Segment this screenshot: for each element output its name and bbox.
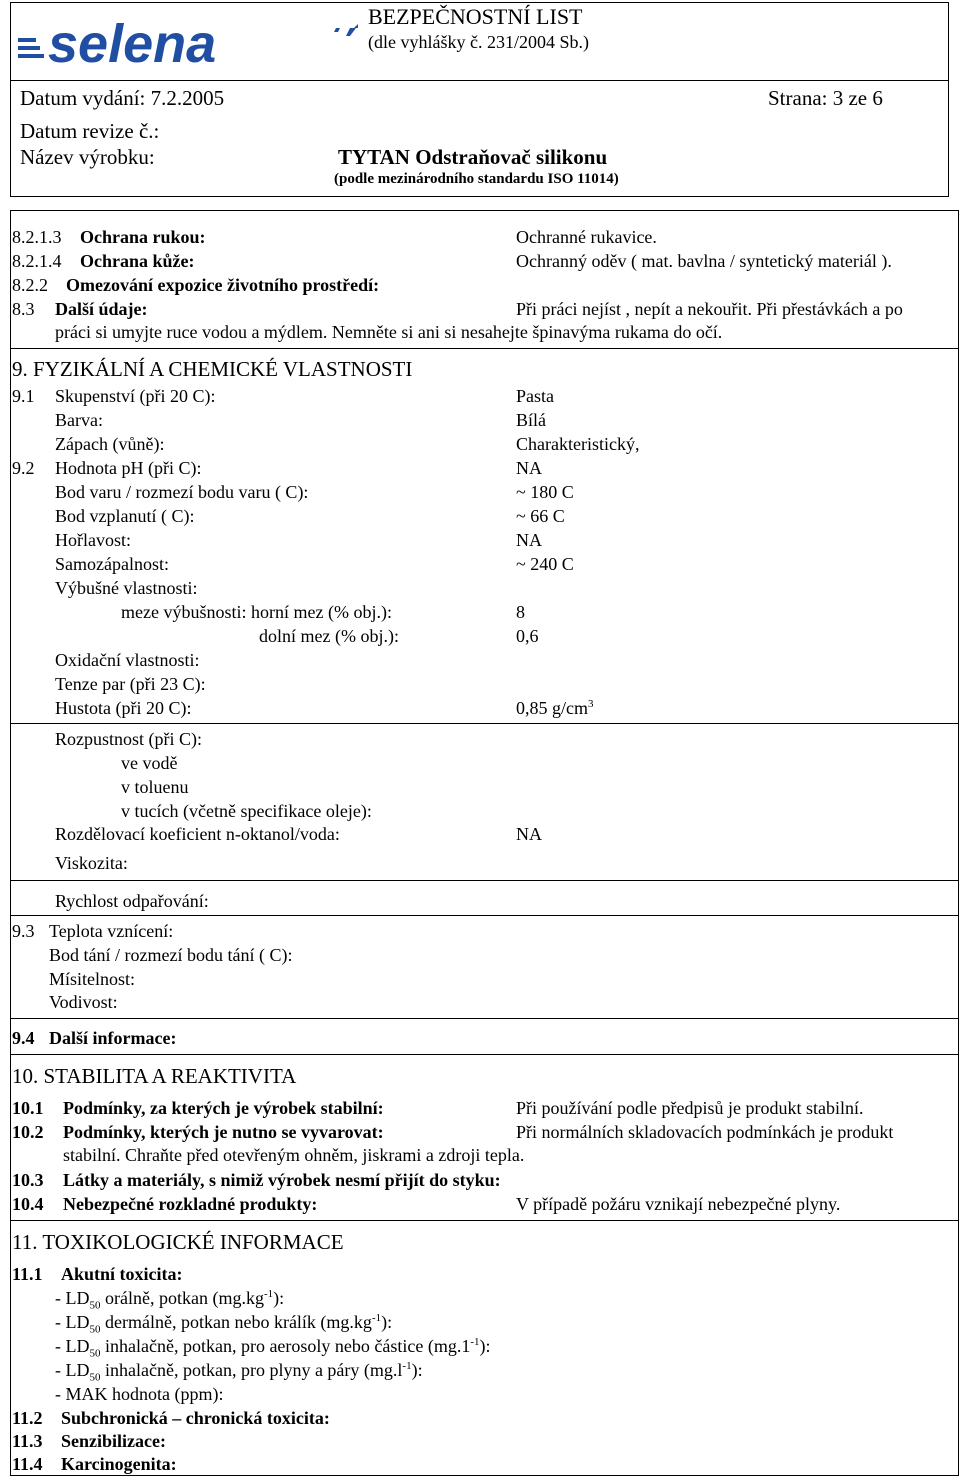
color-value: Bílá [516, 410, 546, 430]
doc-subtitle: (dle vyhlášky č. 231/2004 Sb.) [368, 32, 589, 52]
partition-label: Rozdělovací koeficient n-oktanol/voda: [55, 824, 340, 844]
s11-n2: 11.2 [12, 1408, 43, 1428]
s10-n4: 10.4 [12, 1194, 44, 1214]
mak-value: - MAK hodnota (ppm): [55, 1384, 224, 1404]
s10-v1: Při používání podle předpisů je produkt stabilní. [516, 1098, 864, 1118]
ld-sub: 50 [89, 1347, 101, 1360]
hands-value: Ochranné rukavice. [516, 227, 657, 247]
n92: 9.2 [12, 458, 35, 478]
color-label: Barva: [55, 410, 103, 430]
ld50-inh-aerosol [55, 1336, 491, 1360]
density-value [516, 698, 594, 719]
ld50-dermal [55, 1312, 392, 1336]
flash-label: Bod vzplanutí ( C): [55, 506, 195, 526]
vapor-label: Tenze par (při 23 C): [55, 674, 206, 694]
s11-title: 11. TOXIKOLOGICKÉ INFORMACE [12, 1230, 344, 1254]
s8-divider [10, 348, 958, 349]
ld-dermal-sup: -1 [371, 1312, 382, 1324]
boil-value: ~ 180 C [516, 482, 574, 502]
oxid-label: Oxidační vlastnosti: [55, 650, 200, 670]
env-label: Omezování expozice životního prostředí: [66, 275, 380, 295]
ld-prefix: - LD [55, 1336, 90, 1356]
ld-inh-gas-sup: -1 [402, 1360, 412, 1372]
s10-v4: V případě požáru vznikají nebezpečné plyny. [516, 1194, 841, 1214]
s10-l2: Podmínky, kterých je nutno se vyvarovat: [63, 1122, 384, 1142]
ld-dermal-close: ): [381, 1312, 393, 1332]
viscosity-label: Viskozita: [55, 853, 128, 873]
hands-label: Ochrana rukou: [80, 227, 206, 247]
other-value: Při práci nejíst , nepít a nekouřit. Při přestávkách a po [516, 299, 903, 319]
other-value-2: práci si umyjte ruce vodou a mýdlem. Nemněte si ani si nesahejte špinavýma rukama do očí. [55, 322, 723, 342]
density-unit-sup: 3 [588, 698, 594, 710]
s9-title: 9. FYZIKÁLNÍ A CHEMICKÉ VLASTNOSTI [12, 357, 413, 381]
s11-n4: 11.4 [12, 1454, 43, 1474]
s9-divider [10, 1054, 958, 1055]
s10-divider [10, 1220, 958, 1221]
n94: 9.4 [12, 1028, 35, 1048]
solub-water: ve vodě [121, 753, 178, 773]
ph-value: NA [516, 458, 542, 478]
svg-text:selena: selena [48, 14, 217, 70]
explo-lower-value: 0,6 [516, 626, 539, 646]
other-num: 8.3 [12, 299, 35, 319]
density-number: 0,85 g/cm [516, 698, 588, 718]
solub-label: Rozpustnost (při C): [55, 729, 202, 749]
ld-inh-gas-text: inhalačně, potkan, pro plyny a páry (mg.l [105, 1360, 403, 1380]
ld50-oral [55, 1288, 284, 1312]
ignition-label: Teplota vznícení: [49, 921, 174, 941]
revision-date: Datum revize č.: [20, 119, 160, 143]
s11-l3: Senzibilizace: [61, 1431, 166, 1451]
solub-fats: v tucích (včetně specifikace oleje): [121, 801, 372, 821]
s10-l3: Látky a materiály, s nimiž výrobek nesmí přijít do styku: [63, 1170, 501, 1190]
density-label: Hustota (při 20 C): [55, 698, 192, 718]
other-label: Další údaje: [55, 299, 148, 319]
odor-label: Zápach (vůně): [55, 434, 165, 454]
page-number: Strana: 3 ze 6 [768, 86, 883, 110]
conduct-label: Vodivost: [49, 992, 118, 1012]
s11-l4: Karcinogenita: [61, 1454, 177, 1474]
n91: 9.1 [12, 386, 35, 406]
state-value: Pasta [516, 386, 554, 406]
header-divider [10, 80, 948, 81]
s10-title: 10. STABILITA A REAKTIVITA [12, 1064, 297, 1088]
ld-inh-aer-close: ): [479, 1336, 491, 1356]
selena-logo [18, 6, 358, 70]
s10-v2b: stabilní. Chraňte před otevřeným ohněm, jiskrami a zdroji tepla. [63, 1145, 525, 1165]
partition-value: NA [516, 824, 542, 844]
hands-num: 8.2.1.3 [12, 227, 62, 247]
solub-toluene: v toluenu [121, 777, 189, 797]
ld-sub: 50 [89, 1323, 101, 1336]
info-label: Další informace: [49, 1028, 177, 1048]
skin-label: Ochrana kůže: [80, 251, 195, 271]
s10-n3: 10.3 [12, 1170, 44, 1190]
s10-l1: Podmínky, za kterých je výrobek stabilní: [63, 1098, 384, 1118]
ld-oral-text: orálně, potkan (mg.kg [105, 1288, 264, 1308]
evap-label: Rychlost odpařování: [55, 891, 209, 911]
explo-upper-label: meze výbušnosti: horní mez (% obj.): [121, 602, 392, 622]
autoign-value: ~ 240 C [516, 554, 574, 574]
viscosity-divider [10, 880, 958, 881]
explo-lower-label: dolní mez (% obj.): [259, 626, 399, 646]
ld-oral-sup: -1 [263, 1288, 274, 1300]
skin-value: Ochranný oděv ( mat. bavlna / syntetický materiál ). [516, 251, 892, 271]
issue-date: Datum vydání: 7.2.2005 [20, 86, 225, 110]
s10-l4: Nebezpečné rozkladné produkty: [63, 1194, 318, 1214]
doc-title: BEZPEČNOSTNÍ LIST [368, 4, 583, 29]
s11-l1: Akutní toxicita: [61, 1264, 183, 1284]
ld-inh-aer-sup: -1 [470, 1336, 480, 1348]
ld-dermal-text: dermálně, potkan nebo králík (mg.kg [105, 1312, 372, 1332]
evap-divider [10, 915, 958, 916]
explo-label: Výbušné vlastnosti: [55, 578, 198, 598]
explo-upper-value: 8 [516, 602, 525, 622]
state-label: Skupenství (při 20 C): [55, 386, 216, 406]
product-standard: (podle mezinárodního standardu ISO 11014) [334, 171, 619, 187]
odor-value: Charakteristický, [516, 434, 640, 454]
s11-n1: 11.1 [12, 1264, 43, 1284]
ld50-inh-gas [55, 1360, 423, 1384]
product-name: TYTAN Odstraňovač silikonu [338, 145, 608, 169]
s11-l2: Subchronická – chronická toxicita: [61, 1408, 330, 1428]
flam-label: Hořlavost: [55, 530, 131, 550]
misc-label: Mísitelnost: [49, 969, 136, 989]
skin-num: 8.2.1.4 [12, 251, 62, 271]
ld-oral-close: ): [273, 1288, 285, 1308]
ld-inh-aer-text: inhalačně, potkan, pro aerosoly nebo částice (mg.1 [105, 1336, 471, 1356]
s10-v2: Při normálních skladovacích podmínkách je produkt [516, 1122, 894, 1142]
env-num: 8.2.2 [12, 275, 48, 295]
s93-divider [10, 1018, 958, 1019]
s10-n1: 10.1 [12, 1098, 44, 1118]
product-label: Název výrobku: [20, 145, 155, 169]
boil-label: Bod varu / rozmezí bodu varu ( C): [55, 482, 309, 502]
flam-value: NA [516, 530, 542, 550]
s10-n2: 10.2 [12, 1122, 44, 1142]
ld-sub: 50 [89, 1299, 101, 1312]
ld-inh-gas-close: ): [411, 1360, 423, 1380]
ld-prefix: - LD [55, 1360, 90, 1380]
ld-prefix: - LD [55, 1312, 90, 1332]
ld-sub: 50 [89, 1371, 101, 1384]
flash-value: ~ 66 C [516, 506, 565, 526]
density-divider [10, 723, 958, 724]
melt-label: Bod tání / rozmezí bodu tání ( C): [49, 945, 293, 965]
s11-n3: 11.3 [12, 1431, 43, 1451]
ld-prefix: - LD [55, 1288, 90, 1308]
autoign-label: Samozápalnost: [55, 554, 169, 574]
n93: 9.3 [12, 921, 35, 941]
ph-label: Hodnota pH (při C): [55, 458, 202, 478]
